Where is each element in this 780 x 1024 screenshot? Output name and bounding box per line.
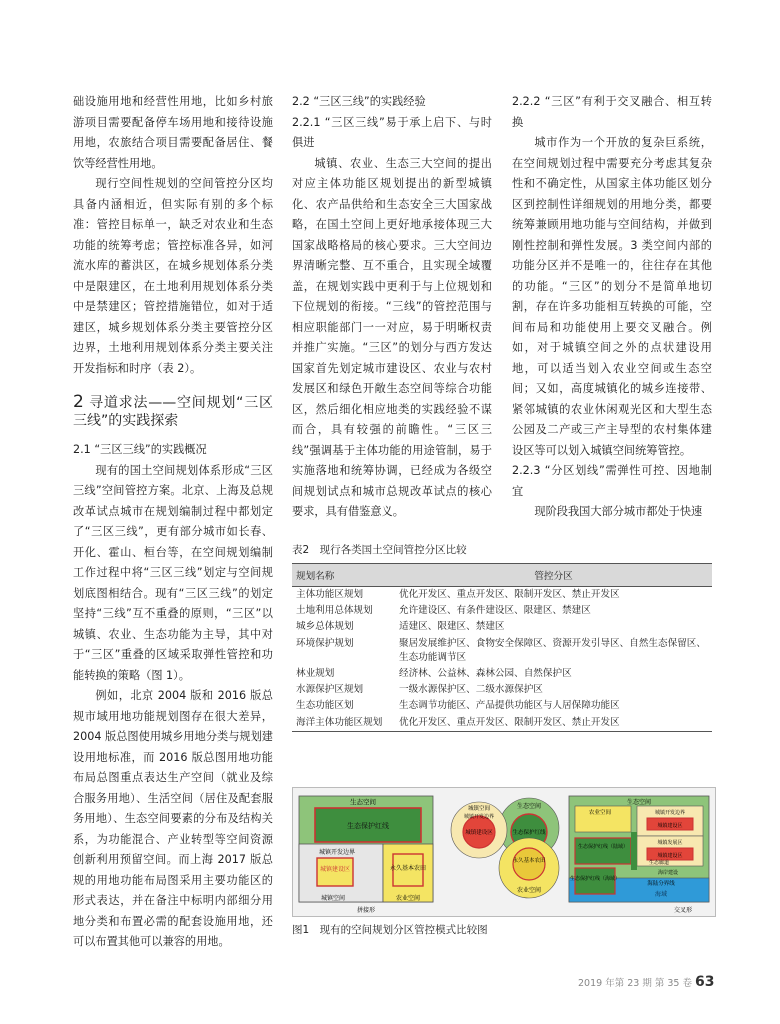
label-mid-town-red: 城镇建设区 (465, 830, 493, 836)
section-number: 2 (73, 392, 84, 412)
text-column-1 (73, 92, 273, 953)
table-2 (292, 542, 712, 732)
text-column-3 (512, 92, 712, 523)
table-cell-name: 水源保护区规划 (296, 684, 364, 696)
subsection-heading: 2.2 “三区三线”的实践经验 (292, 95, 426, 108)
label-farm-red: 永久基本农田 (389, 865, 427, 872)
label-right-coast: 海岸建设 (657, 870, 679, 876)
label-mid-farm-red: 永久基本农田 (512, 858, 546, 864)
column-header-name: 规划名称 (292, 564, 395, 587)
label-right-eco-red-sea: 生态保护红线（海域） (569, 876, 621, 882)
page-number: 63 (695, 974, 715, 990)
paragraph: 城镇、农业、生态三大空间的提出对应主体功能区规划提出的新型城镇化、农产品供给和生态安全三大国家战略，在国土空间上更好地承接体现三大国家战略格局的核心要求。三大空间边界清晰完整、互不重合，且实现全域覆盖，在规划实践中更利于与上位规划和下位规划的衔接。“三线”的管控范围与相应职能部门一一对应，易于明晰权责并推广实施。“三区”的划分与西方发达国家首先划定城市建设区、农业与农村发展区和绿色开敞生态空间等综合功能区，然后细化相应地类的实践经验不谋而合，具有较强的前瞻性。“三区三线”强调基于主体功能的用途管制，易于实施落地和统筹协调，已经成为各级空间规划试点和城市总规改革试点的核心要求，具有借鉴意义。 (292, 156, 492, 518)
table-cell-name: 海洋主体功能区规划 (292, 715, 395, 732)
label-town-space: 城镇空间 (320, 895, 346, 902)
table-row (292, 715, 712, 732)
table-row (292, 587, 712, 604)
subsection-heading: 2.1 “三区三线”的实践概况 (73, 443, 207, 456)
label-mid-farm-space: 农业空间 (516, 887, 542, 894)
label-farm-space: 农业空间 (395, 895, 421, 902)
table-cell-name: 城乡总体规划 (296, 621, 354, 633)
zoning-diagram (293, 788, 715, 916)
table-cell-name: 生态功能区划 (296, 700, 354, 712)
table-row (292, 666, 712, 682)
label-right-eco-space: 生态空间 (626, 799, 652, 806)
panel-right (569, 796, 709, 914)
label-mid-town-boundary: 城镇开发边界 (463, 814, 495, 820)
label-mid-town-space: 城镇空间 (467, 806, 491, 812)
label-right-town-dev: 城镇发展区 (657, 840, 683, 846)
label-mid-eco-red: 生态保护红线 (512, 830, 546, 836)
table-caption: 表2 现行各类国土空间管控分区比较 (292, 544, 467, 556)
label-right-farm-space: 农业空间 (589, 810, 612, 816)
paragraph: 础设施用地和经营性用地，比如乡村旅游项目需要配备停车场用地和接待设施用地，农旅结合项目需要配备居住、餐饮等经营性用地。 (73, 95, 273, 170)
table-cell-zones: 优化开发区、重点开发区、限制开发区、禁止开发区 (395, 715, 712, 732)
journal-issue: 2019 年第 23 期 第 35 卷 (578, 978, 692, 989)
label-right-sea: 海域 (654, 891, 668, 898)
table-cell-name: 林业规划 (296, 668, 335, 680)
label-right-eco-corridor: 生态廊道 (649, 860, 670, 866)
subsection-heading: 2.2.3 “分区划线”需弹性可控、因地制宜 (512, 464, 712, 498)
subsection-heading: 2.2.1 “三区三线”易于承上启下、与时俱进 (292, 115, 492, 149)
label-sub-left: 拼接形 (356, 907, 376, 914)
table-cell-zones: 生态调节功能区、产品提供功能区与人居保障功能区 (399, 700, 620, 712)
panel-left (299, 796, 433, 914)
label-eco-space: 生态空间 (350, 798, 376, 806)
page-footer (578, 974, 715, 990)
paragraph: 城市作为一个开放的复杂巨系统，在空间规划过程中需要充分考虑其复杂性和不确定性，从国家主体功能区划分区到控制性详细规划的用地分类，都要统筹兼顾用地功能与空间结构，并做到刚性控制和弹性发展。3 类空间内部的功能分区并不是唯一的，往往存在其他的功能。“三区”的划分不是简单地切割，存在许多功能相互转换的可能，空间布局和功能使用上要交叉融合。例如，对于城镇空间之外的点状建设用地，可以适当划入农业空间或生态空间；又如，高度城镇化的城乡连接带、紧邻城镇的农业休闲观光区和大型生态公园及二产或三产主导型的农村集体建设区等可以划入城镇空间统筹管控。 (512, 136, 712, 457)
paragraph: 例如，北京 2004 版和 2016 版总规市域用地功能规划图存在很大差异，2004 版总图使用城乡用地分类与规划建设用地标准，而 2016 版总图用地功能布局总图重点表达生产空间（就业及综合服务用地）、生活空间（居住及配套服务用地）、生态空间要素的分布及结构关系，为功能混合、产业转型等空间资源创新利用预留空间。而上海 2017 版总规的用地功能布局图采用主要功能区的形式表达，并在备注中标明内部细分用地分类和布置必需的配套设施用地，还可以布置其他可以兼容的用地。 (73, 689, 273, 948)
label-sub-right: 交叉形 (673, 907, 693, 914)
label-right-town-boundary: 城镇开发边界 (654, 810, 686, 816)
label-mid-eco-space: 生态空间 (516, 803, 542, 810)
subsection-heading: 2.2.2 “三区”有利于交叉融合、相互转换 (512, 95, 712, 129)
column-header-zones: 管控分区 (395, 564, 712, 587)
table-cell-zones: 聚居发展维护区、食物安全保障区、资源开发引导区、自然生态保留区、生态功能调节区 (399, 637, 706, 663)
label-eco-red: 生态保护红线 (347, 822, 389, 830)
table-cell-name: 环境保护规划 (296, 637, 354, 649)
section-heading-2 (73, 393, 273, 430)
paragraph: 现行空间性规划的空间管控分区均具备内涵相近，但实际有别的多个标准：管控目标单一，缺乏对农业和生态功能的统筹考虑；管控标准各异，如河流水库的蓄洪区，在城乡规划体系分类中是限建区，在土地利用规划体系分类中是禁建区；管控措施错位，如对于适建区，城乡规划体系分类主要管控分区边界，土地利用规划体系分类主要关注开发指标和时序（表 2）。 (73, 177, 273, 375)
table-cell-zones: 优化开发区、重点开发区、限制开发区、禁止开发区 (399, 589, 620, 600)
label-right-town-red: 城镇建设区 (657, 823, 683, 829)
table-row (292, 619, 712, 635)
label-right-eco-red: 生态保护红线（陆域） (577, 844, 629, 850)
panel-middle (451, 798, 559, 898)
zoning-table (292, 563, 712, 732)
table-cell-zones: 允许建设区、有条件建设区、限建区、禁建区 (399, 605, 591, 617)
label-town-red: 城镇建设区 (319, 866, 351, 873)
table-cell-name: 土地利用总体规划 (296, 605, 373, 617)
label-town-boundary: 城镇开发边界 (319, 849, 356, 856)
label-right-town-red-2: 城镇建设区 (657, 853, 683, 859)
paragraph: 现阶段我国大部分城市都处于快速 (534, 505, 703, 518)
table-cell-zones: 适建区、限建区、禁建区 (399, 621, 505, 633)
table-row (292, 603, 712, 619)
text-column-2 (292, 92, 492, 523)
section-title: 寻道求法——空间规划“三区三线”的实践探索 (73, 395, 273, 429)
table-cell-zones: 经济林、公益林、森林公园、自然保护区 (399, 668, 572, 680)
label-right-sea-zone: 海陆分界线 (647, 881, 675, 887)
paragraph: 现有的国土空间规划体系形成“三区三线”空间管控方案。北京、上海及总规改革试点城市在规划编制过程中都划定了“三区三线”，更有部分城市如长春、开化、霍山、桓台等，在空间规划编制工作过程中将“三区三线”划定与空间规划底图相结合。现有“三区三线”的划定坚持“三线”互不重叠的原则，“三区”以城镇、农业、生态功能为主导，其中对于“三区”重叠的区域采取弹性管控和功能转换的策略（图 1）。 (73, 463, 273, 682)
table-cell-zones: 一级水源保护区、二级水源保护区 (399, 684, 543, 696)
table-row (292, 698, 712, 714)
table-cell-name: 主体功能区规划 (296, 589, 364, 600)
figure-caption: 图1 现有的空间规划分区管控模式比较图 (292, 924, 488, 936)
figure-1 (292, 787, 716, 917)
table-row (292, 636, 712, 666)
table-row (292, 682, 712, 698)
